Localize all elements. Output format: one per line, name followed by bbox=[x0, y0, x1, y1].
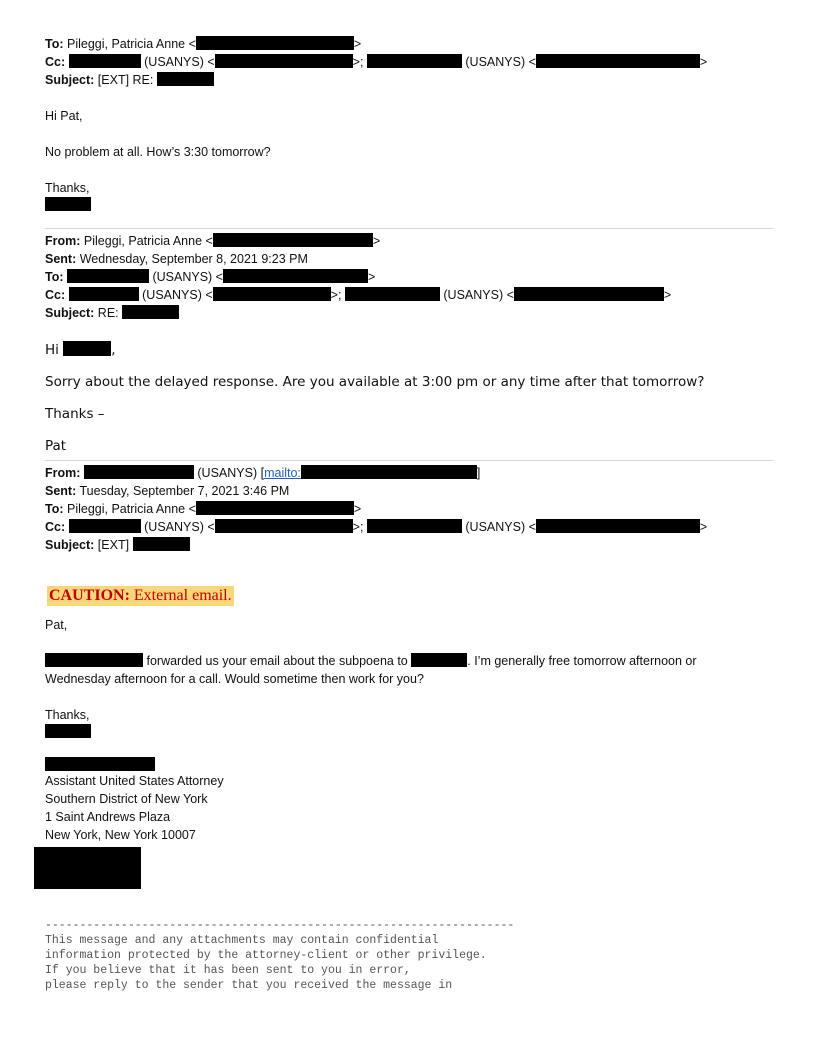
body-part-2: . I’m generally free tomorrow afternoon or bbox=[467, 654, 697, 668]
sent-value: Tuesday, September 7, 2021 3:46 PM bbox=[79, 484, 290, 498]
cc-line bbox=[45, 53, 773, 71]
redaction bbox=[213, 287, 331, 301]
footer-line: If you believe that it has been sent to you in error, bbox=[45, 964, 411, 977]
sent-line bbox=[45, 482, 773, 500]
caution-text: External email. bbox=[133, 587, 232, 604]
redaction bbox=[345, 287, 440, 301]
greeting bbox=[45, 340, 773, 360]
redaction bbox=[84, 465, 194, 479]
divider bbox=[45, 460, 773, 461]
redaction bbox=[367, 519, 462, 533]
bracket: ] bbox=[476, 466, 481, 480]
signoff: Thanks, bbox=[45, 708, 90, 722]
to-recipient: Pileggi, Patricia Anne < bbox=[67, 502, 196, 516]
greeting-prefix: Hi bbox=[45, 342, 59, 358]
sent-label: Sent: bbox=[45, 484, 77, 498]
greeting: Hi Pat, bbox=[45, 109, 83, 123]
cc-org: (USANYS) < bbox=[465, 520, 536, 534]
signature-title: Assistant United States Attorney bbox=[45, 774, 224, 788]
redaction bbox=[133, 537, 190, 551]
caution-banner bbox=[45, 586, 773, 606]
signature-office: Southern District of New York bbox=[45, 792, 208, 806]
cc-label: Cc: bbox=[45, 55, 66, 69]
from-org: (USANYS) [ bbox=[197, 466, 265, 480]
subject-label: Subject: bbox=[45, 73, 95, 87]
to-line bbox=[45, 500, 773, 518]
redaction bbox=[45, 724, 91, 738]
redaction bbox=[45, 653, 143, 667]
bracket: > bbox=[372, 234, 381, 248]
signature-redaction bbox=[45, 197, 773, 212]
signoff: Thanks – bbox=[45, 406, 105, 422]
redaction bbox=[122, 305, 179, 319]
body-part-3: Wednesday afternoon for a call. Would sometime then work for you? bbox=[45, 672, 424, 686]
cc-org: (USANYS) < bbox=[144, 520, 215, 534]
redaction bbox=[67, 269, 149, 283]
cc-label: Cc: bbox=[45, 288, 66, 302]
separator: >; bbox=[352, 520, 364, 534]
signoff: Thanks, bbox=[45, 181, 90, 195]
redaction bbox=[514, 287, 664, 301]
separator: >; bbox=[352, 55, 364, 69]
from-line bbox=[45, 232, 773, 250]
footer-rule: -------------------------------------------------------------------- bbox=[45, 919, 515, 932]
signature-name-redaction bbox=[45, 757, 773, 772]
redaction bbox=[536, 54, 700, 68]
subject-line bbox=[45, 304, 773, 322]
subject-text: RE: bbox=[97, 306, 119, 320]
redaction bbox=[69, 519, 141, 533]
greeting: Pat, bbox=[45, 618, 68, 632]
sent-line bbox=[45, 250, 773, 268]
caution-label: CAUTION: bbox=[49, 587, 130, 604]
email-1 bbox=[45, 35, 773, 212]
redaction bbox=[213, 233, 373, 247]
bracket: > bbox=[353, 37, 362, 51]
redaction bbox=[301, 465, 477, 479]
from-label: From: bbox=[45, 234, 81, 248]
footer-line: This message and any attachments may contain confidential bbox=[45, 934, 439, 947]
bracket: > bbox=[353, 502, 362, 516]
redaction bbox=[215, 54, 353, 68]
subject-label: Subject: bbox=[45, 306, 95, 320]
sent-value: Wednesday, September 8, 2021 9:23 PM bbox=[79, 252, 308, 266]
cc-label: Cc: bbox=[45, 520, 66, 534]
redaction bbox=[196, 36, 354, 50]
confidentiality-footer bbox=[45, 918, 773, 993]
from-sender: Pileggi, Patricia Anne < bbox=[83, 234, 213, 248]
email-thread bbox=[45, 35, 773, 993]
redaction bbox=[45, 757, 155, 771]
sender-name: Pat bbox=[45, 438, 67, 454]
email-2 bbox=[45, 232, 773, 456]
signature-address: 1 Saint Andrews Plaza bbox=[45, 810, 171, 824]
to-line bbox=[45, 35, 773, 53]
cc-org: (USANYS) < bbox=[443, 288, 514, 302]
message-body bbox=[45, 652, 773, 688]
redaction bbox=[196, 501, 354, 515]
signoff-redaction bbox=[45, 724, 773, 739]
to-label: To: bbox=[45, 270, 64, 284]
subject-text: [EXT] bbox=[97, 538, 130, 552]
message-body: No problem at all. How’s 3:30 tomorrow? bbox=[45, 145, 271, 159]
redaction bbox=[367, 54, 462, 68]
signature-city: New York, New York 10007 bbox=[45, 828, 196, 842]
body-part-1: forwarded us your email about the subpoena to bbox=[146, 654, 408, 668]
from-label: From: bbox=[45, 466, 81, 480]
email-3 bbox=[45, 464, 773, 890]
redaction bbox=[215, 519, 353, 533]
from-line bbox=[45, 464, 773, 482]
cc-org: (USANYS) < bbox=[142, 288, 213, 302]
subject-line bbox=[45, 536, 773, 554]
redaction bbox=[536, 519, 700, 533]
separator: >; bbox=[330, 288, 342, 302]
mailto-link[interactable]: mailto: bbox=[264, 466, 301, 480]
footer-line: please reply to the sender that you received the message in bbox=[45, 979, 453, 992]
bracket: > bbox=[699, 520, 708, 534]
subject-label: Subject: bbox=[45, 538, 95, 552]
signature-block bbox=[45, 772, 773, 844]
to-label: To: bbox=[45, 37, 64, 51]
cc-org: (USANYS) < bbox=[144, 55, 215, 69]
cc-line bbox=[45, 518, 773, 536]
cc-line bbox=[45, 286, 773, 304]
sent-label: Sent: bbox=[45, 252, 77, 266]
bracket: > bbox=[368, 270, 376, 284]
signature-logo-redaction bbox=[34, 847, 773, 890]
redaction bbox=[69, 54, 141, 68]
subject-line bbox=[45, 71, 773, 89]
redaction bbox=[69, 287, 139, 301]
redaction bbox=[45, 197, 91, 211]
to-line bbox=[45, 268, 773, 286]
bracket: > bbox=[699, 55, 708, 69]
to-label: To: bbox=[45, 502, 64, 516]
redaction bbox=[34, 847, 141, 889]
subject-text: [EXT] RE: bbox=[97, 73, 154, 87]
to-org: (USANYS) < bbox=[152, 270, 223, 284]
bracket: > bbox=[663, 288, 672, 302]
redaction bbox=[223, 269, 368, 283]
message-body: Sorry about the delayed response. Are you available at 3:00 pm or any time after that tomorrow? bbox=[45, 374, 705, 390]
footer-line: information protected by the attorney-client or other privilege. bbox=[45, 949, 487, 962]
redaction bbox=[157, 72, 214, 86]
cc-org: (USANYS) < bbox=[465, 55, 536, 69]
redaction bbox=[63, 341, 111, 356]
greeting-suffix: , bbox=[111, 342, 116, 358]
redaction bbox=[411, 653, 467, 667]
to-recipient: Pileggi, Patricia Anne < bbox=[67, 37, 196, 51]
divider bbox=[45, 228, 773, 229]
